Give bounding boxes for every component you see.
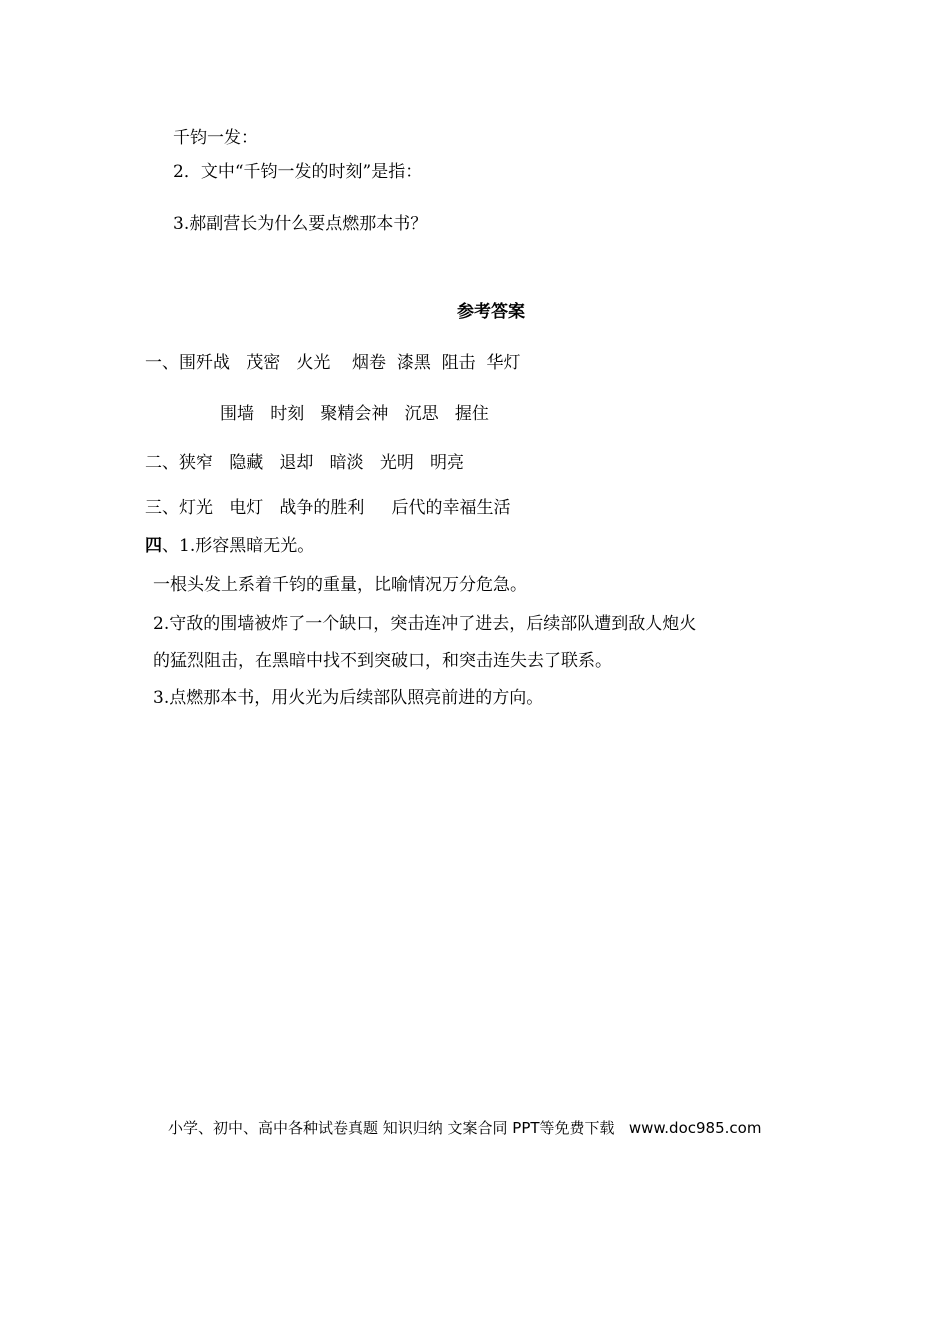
answer-section-4-item-1 xyxy=(145,534,314,558)
question-3: 3.郝副营长为什么要点燃那本书？ xyxy=(173,214,428,234)
answer-section-3: 三、灯光 电灯 战争的胜利 后代的幸福生活 xyxy=(145,498,511,518)
answer-section-4-label: 四 xyxy=(145,536,162,556)
answer-section-1-line-2: 围墙 时刻 聚精会神 沉思 握住 xyxy=(220,404,489,424)
question-2: 2．文中“千钧一发的时刻”是指： xyxy=(173,162,423,182)
footer-text: 小学、初中、高中各种试卷真题 知识归纳 文案合同 PPT等免费下载 www.doc985.com xyxy=(168,1119,762,1137)
answer-section-1-line-1: 一、围歼战 茂密 火光 烟卷 漆黑 阻击 华灯 xyxy=(145,353,521,373)
answer-section-4-item-2-line-1: 2.守敌的围墙被炸了一个缺口，突击连冲了进去，后续部队遭到敌人炮火 xyxy=(153,614,697,634)
answer-section-4-item-1-text: 、1.形容黑暗无光。 xyxy=(162,536,315,556)
answer-section-4-item-2-line-2: 的猛烈阻击，在黑暗中找不到突破口，和突击连失去了联系。 xyxy=(153,651,612,671)
answer-section-4-item-1-continued: 一根头发上系着千钧的重量，比喻情况万分危急。 xyxy=(153,575,527,595)
answer-section-2: 二、狭窄 隐藏 退却 暗淡 光明 明亮 xyxy=(145,453,465,473)
answer-section-4-item-3: 3.点燃那本书，用火光为后续部队照亮前进的方向。 xyxy=(153,688,544,708)
question-1-term: 千钧一发： xyxy=(173,128,258,148)
answers-heading: 参考答案 xyxy=(457,302,525,322)
